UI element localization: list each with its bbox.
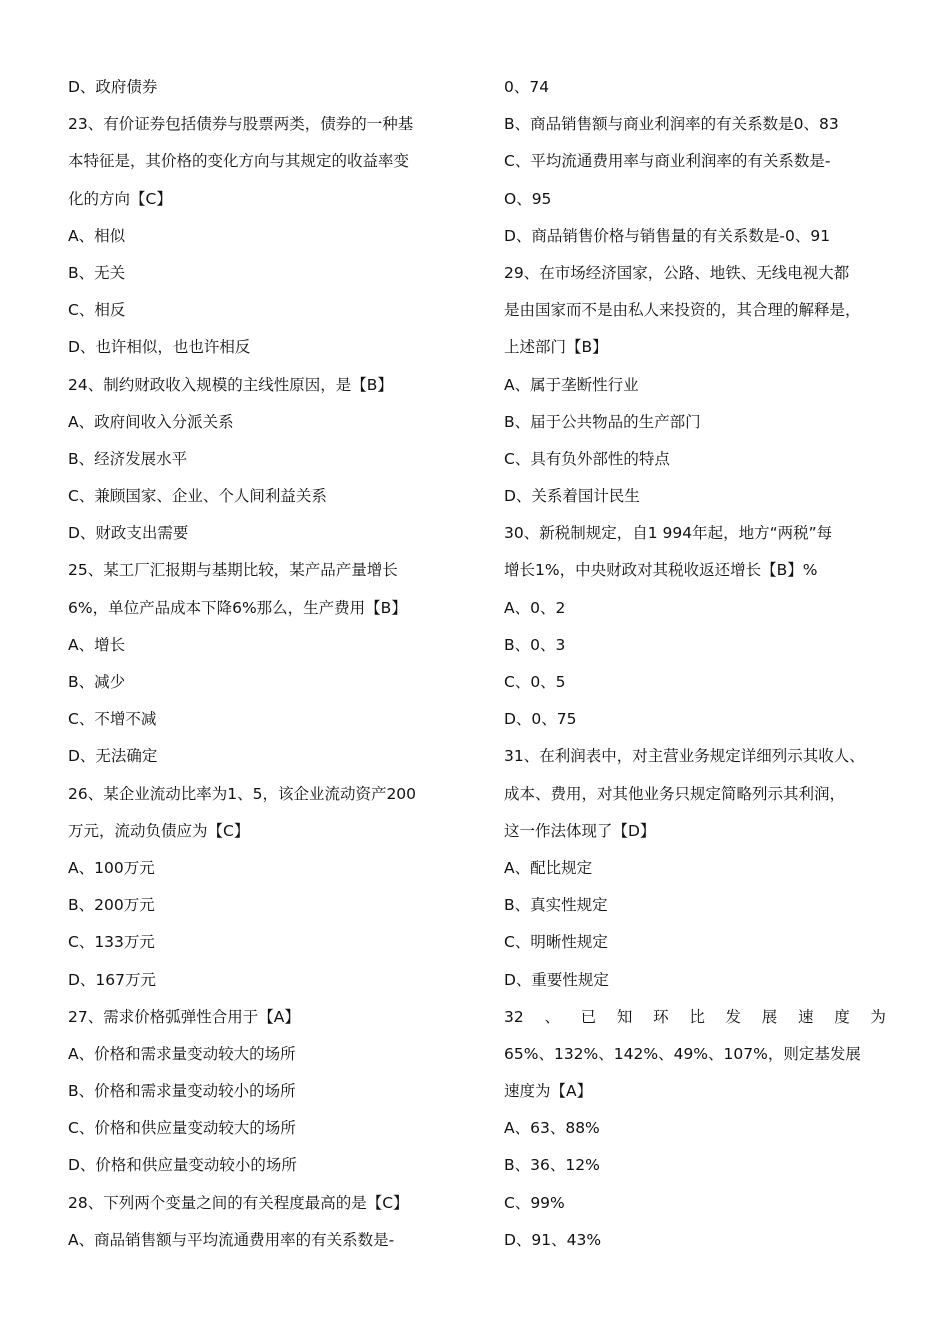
text-line: 28、下列两个变量之间的有关程度最高的是【C】 — [68, 1193, 409, 1212]
text-char: 比 — [689, 1007, 705, 1026]
text-line: C、0、5 — [504, 673, 566, 691]
text-line: 增长1%，中央财政对其税收返还增长【B】% — [504, 561, 818, 580]
text-line: 成本、费用，对其他业务只规定简略列示其利润， — [504, 784, 846, 803]
text-line: D、财政支出需要 — [68, 524, 189, 543]
text-line: C、相反 — [68, 301, 126, 320]
text-line: C、价格和供应量变动较大的场所 — [68, 1119, 296, 1138]
text-line: C、不增不减 — [68, 710, 157, 729]
text-char: 已 — [580, 1007, 597, 1026]
text-char: 速 — [797, 1007, 814, 1026]
text-line: A、63、88% — [504, 1119, 600, 1138]
text-char: 32 — [504, 1007, 524, 1026]
text-line: D、167万元 — [68, 970, 157, 989]
text-char: 发 — [725, 1007, 742, 1026]
text-line: B、商品销售额与商业利润率的有关系数是0、83 — [504, 115, 839, 134]
text-line: 30、新税制规定，自1 994年起，地方“两税”每 — [504, 524, 833, 543]
text-line: C、平均流通费用率与商业利润率的有关系数是- — [504, 152, 831, 171]
text-line: D、价格和供应量变动较小的场所 — [68, 1156, 297, 1175]
text-line: B、无关 — [68, 263, 126, 282]
text-line: 24、制约财政收入规模的主线性原因，是【B】 — [68, 375, 393, 394]
text-line: 上述部门【B】 — [504, 338, 608, 357]
text-line: A、价格和需求量变动较大的场所 — [68, 1044, 296, 1063]
text-line: 27、需求价格弧弹性合用于【A】 — [68, 1007, 300, 1026]
text-line: D、无法确定 — [68, 747, 158, 766]
text-line: D、91、43% — [504, 1230, 602, 1249]
text-line: D、商品销售价格与销售量的有关系数是-0、91 — [504, 226, 831, 245]
text-line: 25、某工厂汇报期与基期比较，某产品产量增长 — [68, 561, 398, 580]
text-line: O、95 — [504, 189, 552, 208]
text-line: 31、在利润表中，对主营业务规定详细列示其收人、 — [504, 747, 865, 766]
text-line: A、增长 — [68, 635, 126, 654]
text-line: D、关系着国计民生 — [504, 487, 640, 506]
text-line: 26、某企业流动比率为1、5，该企业流动资产200 — [68, 784, 417, 803]
text-line: 本特征是，其价格的变化方向与其规定的收益率变 — [68, 152, 410, 171]
text-char: 、 — [544, 1007, 560, 1026]
text-char: 环 — [653, 1007, 669, 1026]
text-line: C、明晰性规定 — [504, 933, 608, 952]
text-line: B、200万元 — [68, 896, 155, 915]
text-line: A、0、2 — [504, 598, 566, 617]
text-line: D、0、75 — [504, 710, 577, 729]
text-line: D、也许相似，也也许相反 — [68, 338, 251, 357]
text-line: 29、在市场经济国家，公路、地铁、无线电视大都 — [504, 263, 850, 282]
text-line: C、133万元 — [68, 933, 155, 952]
text-line: A、商品销售额与平均流通费用率的有关系数是- — [68, 1230, 395, 1249]
right-column — [504, 69, 896, 1259]
text-char: 展 — [761, 1007, 778, 1026]
text-char: 度 — [834, 1007, 850, 1026]
text-line: 23、有价证券包括债券与股票两类，债券的一种基 — [68, 115, 414, 134]
text-line: B、经济发展水平 — [68, 449, 188, 468]
text-line: 化的方向【C】 — [68, 189, 172, 208]
text-line: A、相似 — [68, 226, 126, 245]
text-line: 0、74 — [504, 78, 550, 96]
text-line: D、政府债券 — [68, 78, 158, 96]
text-line: B、价格和需求量变动较小的场所 — [68, 1082, 296, 1101]
text-line: B、0、3 — [504, 635, 566, 654]
left-column — [68, 69, 450, 1259]
text-line: A、100万元 — [68, 858, 155, 877]
text-line: A、政府间收入分派关系 — [68, 412, 234, 431]
text-line: 万元，流动负债应为【C】 — [68, 821, 250, 840]
text-char: 知 — [616, 1007, 633, 1026]
text-char: 为 — [870, 1007, 886, 1026]
text-line: 是由国家而不是由私人来投资的，其合理的解释是， — [504, 301, 861, 320]
text-line: C、99% — [504, 1193, 565, 1212]
text-line: B、减少 — [68, 673, 126, 691]
text-line: B、真实性规定 — [504, 896, 608, 915]
text-line: 速度为【A】 — [504, 1082, 593, 1101]
text-line: 65%、132%、142%、49%、107%，则定基发展 — [504, 1044, 861, 1063]
text-line: C、兼顾国家、企业、个人间利益关系 — [68, 487, 327, 506]
justified-question-line — [504, 999, 896, 1036]
text-line: A、配比规定 — [504, 858, 593, 877]
text-line: A、属于垄断性行业 — [504, 375, 639, 394]
text-line: C、具有负外部性的特点 — [504, 449, 670, 468]
text-line: 6%，单位产品成本下降6%那么，生产费用【B】 — [68, 598, 407, 617]
text-line: B、届于公共物品的生产部门 — [504, 412, 701, 431]
text-line: 这一作法体现了【D】 — [504, 821, 656, 840]
text-line: B、36、12% — [504, 1156, 600, 1175]
text-line: D、重要性规定 — [504, 970, 609, 989]
